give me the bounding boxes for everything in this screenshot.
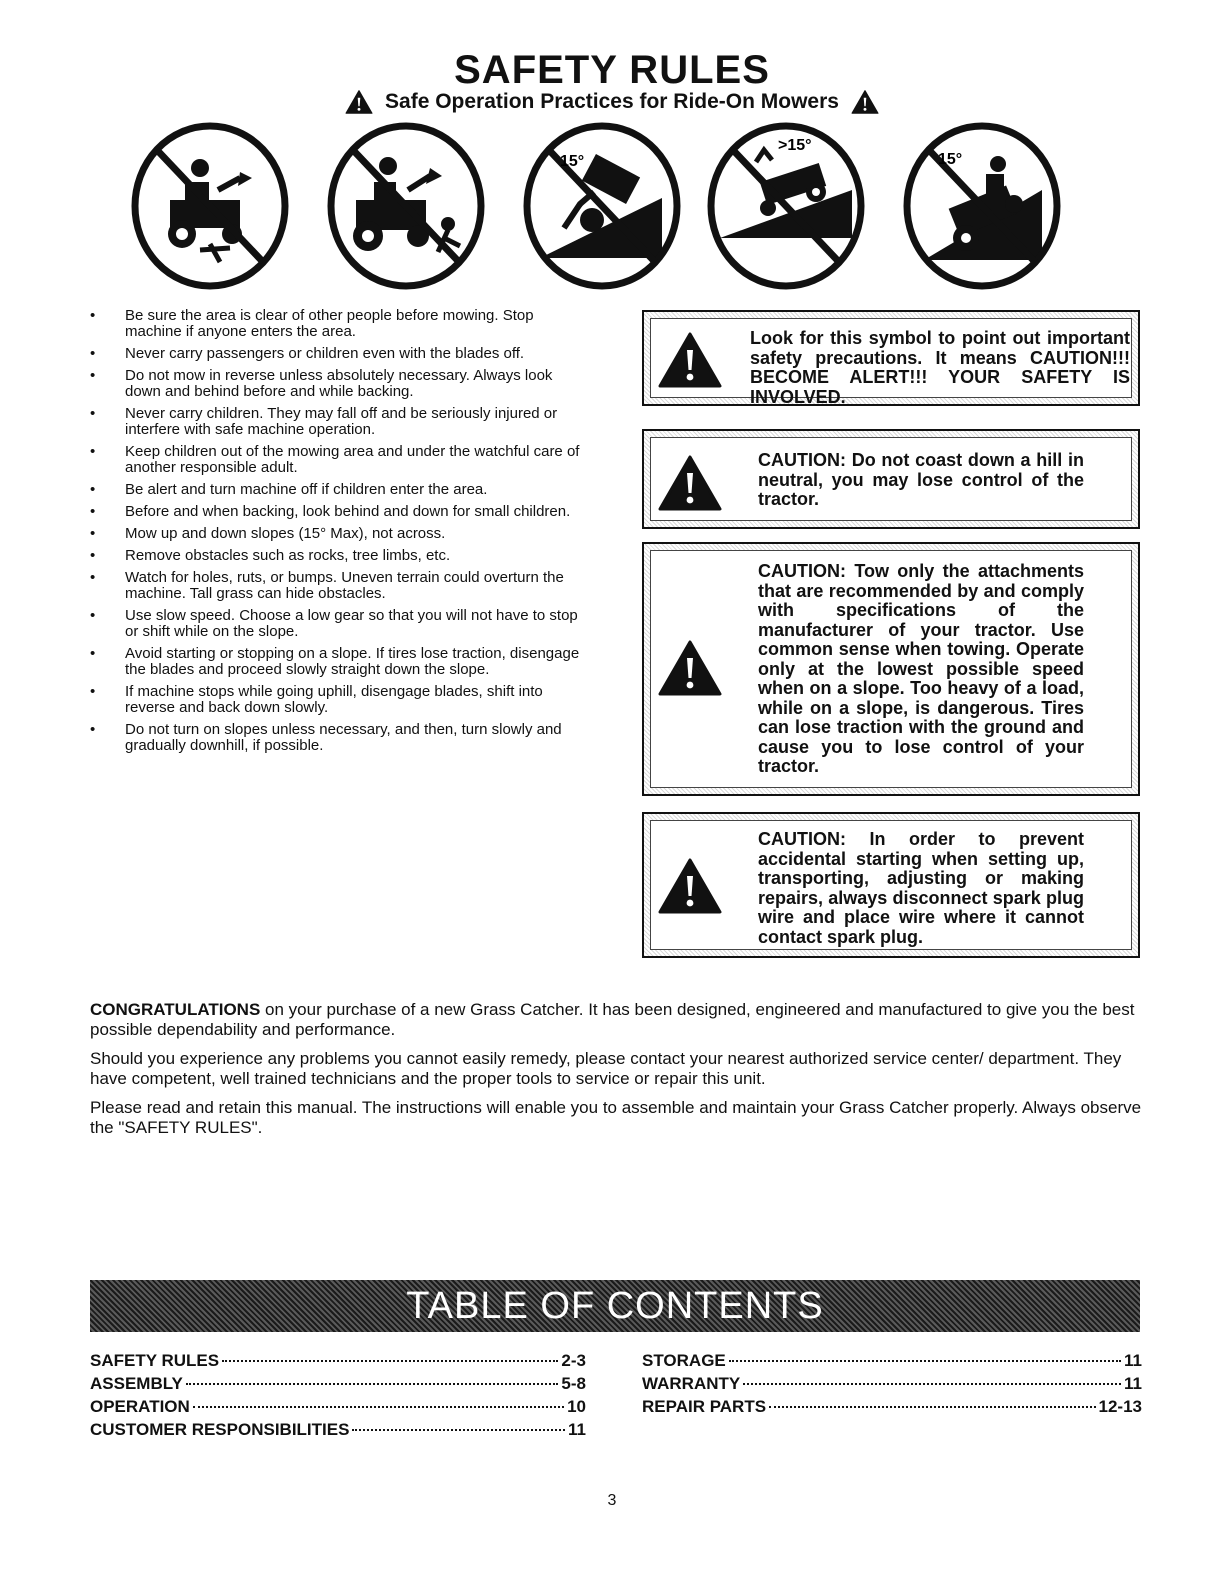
slope-angle-label: >15° bbox=[778, 137, 812, 154]
toc-entry bbox=[642, 1396, 1142, 1418]
list-item: • Remove obstacles such as rocks, tree limbs, etc. bbox=[88, 548, 582, 564]
slope-angle-label: 15° bbox=[938, 151, 963, 168]
intro-service: Should you experience any problems you cannot easily remedy, please contact your nearest authorized service center/ department. They have competent, well trained technicians and the proper tools to service or repair this unit. bbox=[90, 1049, 1122, 1088]
congratulations-label: CONGRATULATIONS bbox=[90, 1000, 261, 1019]
toc-entry-page: 11 bbox=[1124, 1351, 1142, 1370]
list-item: • Do not turn on slopes unless necessary, and then, turn slowly and gradually downhill, if possible. bbox=[88, 722, 582, 754]
list-item: • Be alert and turn machine off if children enter the area. bbox=[88, 482, 582, 498]
safety-bullet-list bbox=[88, 308, 582, 760]
warning-icon bbox=[658, 858, 722, 914]
toc-entry-label: STORAGE bbox=[642, 1351, 726, 1370]
page-subtitle bbox=[0, 89, 1224, 115]
toc-entry-label: CUSTOMER RESPONSIBILITIES bbox=[90, 1420, 350, 1439]
list-item: • Be sure the area is clear of other people before mowing. Stop machine if anyone enters the area. bbox=[88, 308, 582, 340]
list-item: • Mow up and down slopes (15° Max), not across. bbox=[88, 526, 582, 542]
page-title: SAFETY RULES bbox=[454, 48, 770, 92]
toc-entry-page: 11 bbox=[568, 1420, 586, 1439]
toc-entry bbox=[90, 1373, 586, 1395]
toc-entry-page: 2-3 bbox=[561, 1351, 586, 1370]
toc-entry-page: 11 bbox=[1124, 1374, 1142, 1393]
toc-entry-label: WARRANTY bbox=[642, 1374, 741, 1393]
intro-manual: Please read and retain this manual. The instructions will enable you to assemble and maintain your Grass Catcher properly. Always observe the "SAFETY RULES". bbox=[90, 1098, 1142, 1137]
toc-entry bbox=[90, 1396, 586, 1418]
caution-text: CAUTION: Do not coast down a hill in neutral, you may lose control of the tractor. bbox=[758, 450, 1084, 509]
intro-congratulations bbox=[90, 1000, 1144, 1040]
congratulations-text: on your purchase of a new Grass Catcher. It has been designed, engineered and manufactured to give you the best possible dependability and performance. bbox=[90, 1000, 1135, 1039]
caution-box-spark-plug bbox=[642, 812, 1140, 958]
list-item: • Keep children out of the mowing area and under the watchful care of another responsible adult. bbox=[88, 444, 582, 476]
toc-entry bbox=[642, 1350, 1142, 1372]
toc-entry-page: 5-8 bbox=[561, 1374, 586, 1393]
list-item: • Before and when backing, look behind and down for small children. bbox=[88, 504, 582, 520]
subtitle-text: Safe Operation Practices for Ride-On Mowers bbox=[385, 90, 839, 113]
list-item: • Watch for holes, ruts, or bumps. Uneven terrain could overturn the machine. Tall grass can hide obstacles. bbox=[88, 570, 582, 602]
toc-title: TABLE OF CONTENTS bbox=[406, 1285, 824, 1327]
caution-box-symbol-meaning bbox=[642, 310, 1140, 406]
list-item: • Never carry passengers or children even with the blades off. bbox=[88, 346, 582, 362]
toc-entry-label: ASSEMBLY bbox=[90, 1374, 183, 1393]
list-item: • Do not mow in reverse unless absolutely necessary. Always look down and behind before and while backing. bbox=[88, 368, 582, 400]
list-item: • Never carry children. They may fall off and be seriously injured or interfere with safe machine operation. bbox=[88, 406, 582, 438]
toc-entry-label: REPAIR PARTS bbox=[642, 1397, 767, 1416]
toc-entry bbox=[90, 1419, 586, 1441]
slope-angle-label: 15° bbox=[560, 153, 585, 170]
page-number: 3 bbox=[607, 1492, 617, 1509]
warning-icon bbox=[658, 640, 722, 696]
toc-entry-label: OPERATION bbox=[90, 1397, 190, 1416]
no-mowing-near-people-pictogram bbox=[326, 120, 486, 292]
list-item: • Use slow speed. Choose a low gear so that you will not have to stop or shift while on the slope. bbox=[88, 608, 582, 640]
toc-entry-page: 12-13 bbox=[1098, 1397, 1142, 1416]
toc-entry-page: 10 bbox=[567, 1397, 586, 1416]
warning-icon bbox=[658, 455, 722, 511]
slope-tip-over-pictogram bbox=[522, 120, 682, 292]
list-item: • Avoid starting or stopping on a slope. If tires lose traction, disengage the blades and proceed slowly straight down the slope. bbox=[88, 646, 582, 678]
steep-slope-pictogram bbox=[706, 120, 866, 292]
toc-entry bbox=[90, 1350, 586, 1372]
uphill-slope-pictogram bbox=[902, 120, 1062, 292]
toc-entry bbox=[642, 1373, 1142, 1395]
caution-box-coast bbox=[642, 429, 1140, 529]
no-passengers-pictogram bbox=[130, 120, 290, 292]
list-item: • If machine stops while going uphill, disengage blades, shift into reverse and back down slowly. bbox=[88, 684, 582, 716]
caution-box-towing bbox=[642, 542, 1140, 796]
caution-text: CAUTION: In order to prevent accidental starting when setting up, transporting, adjusting or making repairs, always disconnect spark plug wire and place wire where it cannot contact spark plug. bbox=[758, 829, 1084, 947]
warning-icon bbox=[345, 90, 373, 114]
caution-text: CAUTION: Tow only the attachments that are recommended by and comply with specifications of the manufacturer of your tractor. Use common sense when towing. Operate only at the lowest possible speed when on a slope. Too heavy of a load, while on a slope, is dangerous. Tires can lose traction with the ground and cause you to lose control of your tractor. bbox=[758, 561, 1084, 776]
toc-entry-label: SAFETY RULES bbox=[90, 1351, 220, 1370]
warning-icon bbox=[851, 90, 879, 114]
warning-icon bbox=[658, 332, 722, 388]
caution-text: Look for this symbol to point out important safety precautions. It means CAUTION!!! BECOME ALERT!!! YOUR SAFETY IS INVOLVED. bbox=[750, 328, 1130, 407]
